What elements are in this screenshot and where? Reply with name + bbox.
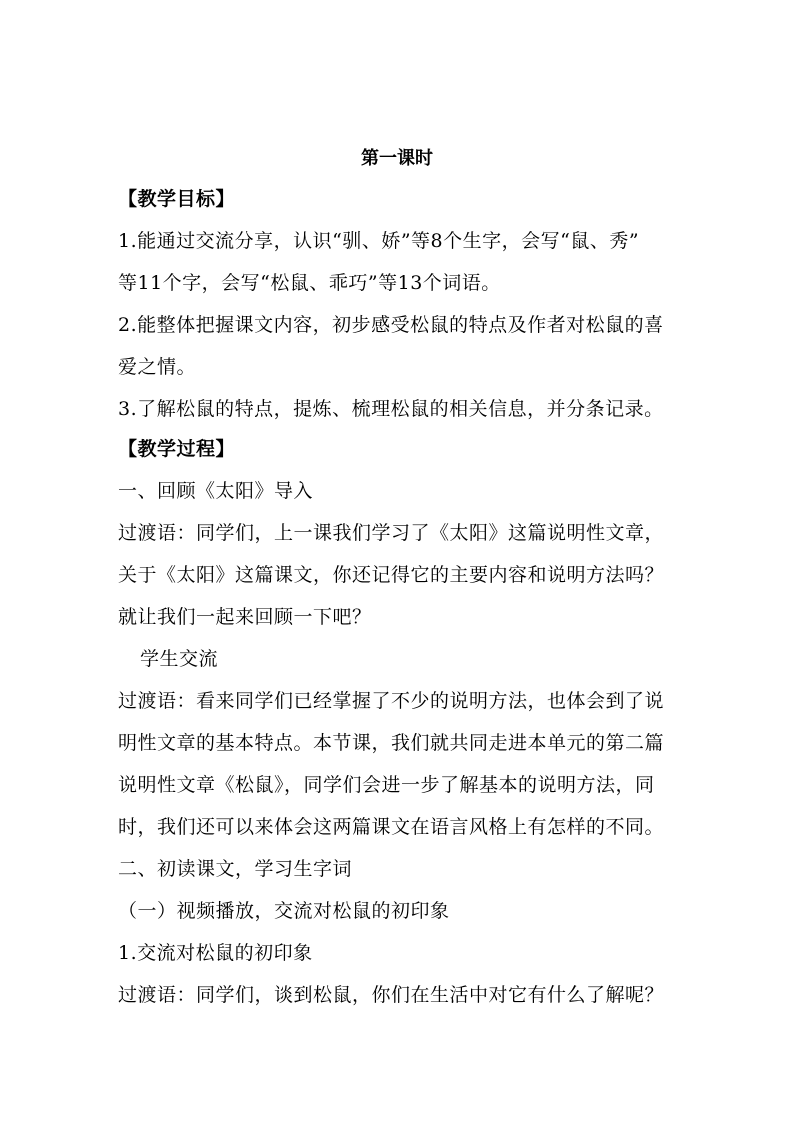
transition-1-line-3: 就让我们一起来回顾一下吧？ xyxy=(118,606,372,628)
transition-2-line-2: 明性文章的基本特点。本节课，我们就共同走进本单元的第二篇 xyxy=(118,732,665,754)
objective-3: 3.了解松鼠的特点，提炼、梳理松鼠的相关信息，并分条记录。 xyxy=(118,398,664,420)
transition-3: 过渡语：同学们，谈到松鼠，你们在生活中对它有什么了解呢？ xyxy=(118,984,665,1006)
objective-2-line-1: 2.能整体把握课文内容，初步感受松鼠的特点及作者对松鼠的喜 xyxy=(118,314,664,336)
page-title: 第一课时 xyxy=(361,148,433,169)
transition-1-line-2: 关于《太阳》这篇课文，你还记得它的主要内容和说明方法吗？ xyxy=(118,564,665,586)
objectives-heading: 【教学目标】 xyxy=(118,188,236,210)
step-2-heading: 二、初读课文，学习生字词 xyxy=(118,858,353,880)
process-heading: 【教学过程】 xyxy=(118,438,236,460)
transition-2-line-1: 过渡语：看来同学们已经掌握了不少的说明方法，也体会到了说 xyxy=(118,690,665,712)
objective-1-line-2: 等11个字，会写“松鼠、乖巧”等13个词语。 xyxy=(118,272,501,294)
transition-2-line-4: 时，我们还可以来体会这两篇课文在语言风格上有怎样的不同。 xyxy=(118,816,665,838)
step-1-heading: 一、回顾《太阳》导入 xyxy=(118,480,314,502)
transition-2-line-3: 说明性文章《松鼠》，同学们会进一步了解基本的说明方法，同 xyxy=(118,774,655,796)
transition-1-line-1: 过渡语：同学们，上一课我们学习了《太阳》这篇说明性文章， xyxy=(118,522,665,544)
objective-2-line-2: 爱之情。 xyxy=(118,356,197,378)
objective-1-line-1: 1.能通过交流分享，认识“驯、娇”等8个生字，会写“鼠、秀” xyxy=(118,230,640,252)
sub-1-heading: （一）视频播放，交流对松鼠的初印象 xyxy=(118,900,450,922)
sub-1-item-1: 1.交流对松鼠的初印象 xyxy=(118,942,313,964)
student-exchange: 学生交流 xyxy=(140,648,219,670)
